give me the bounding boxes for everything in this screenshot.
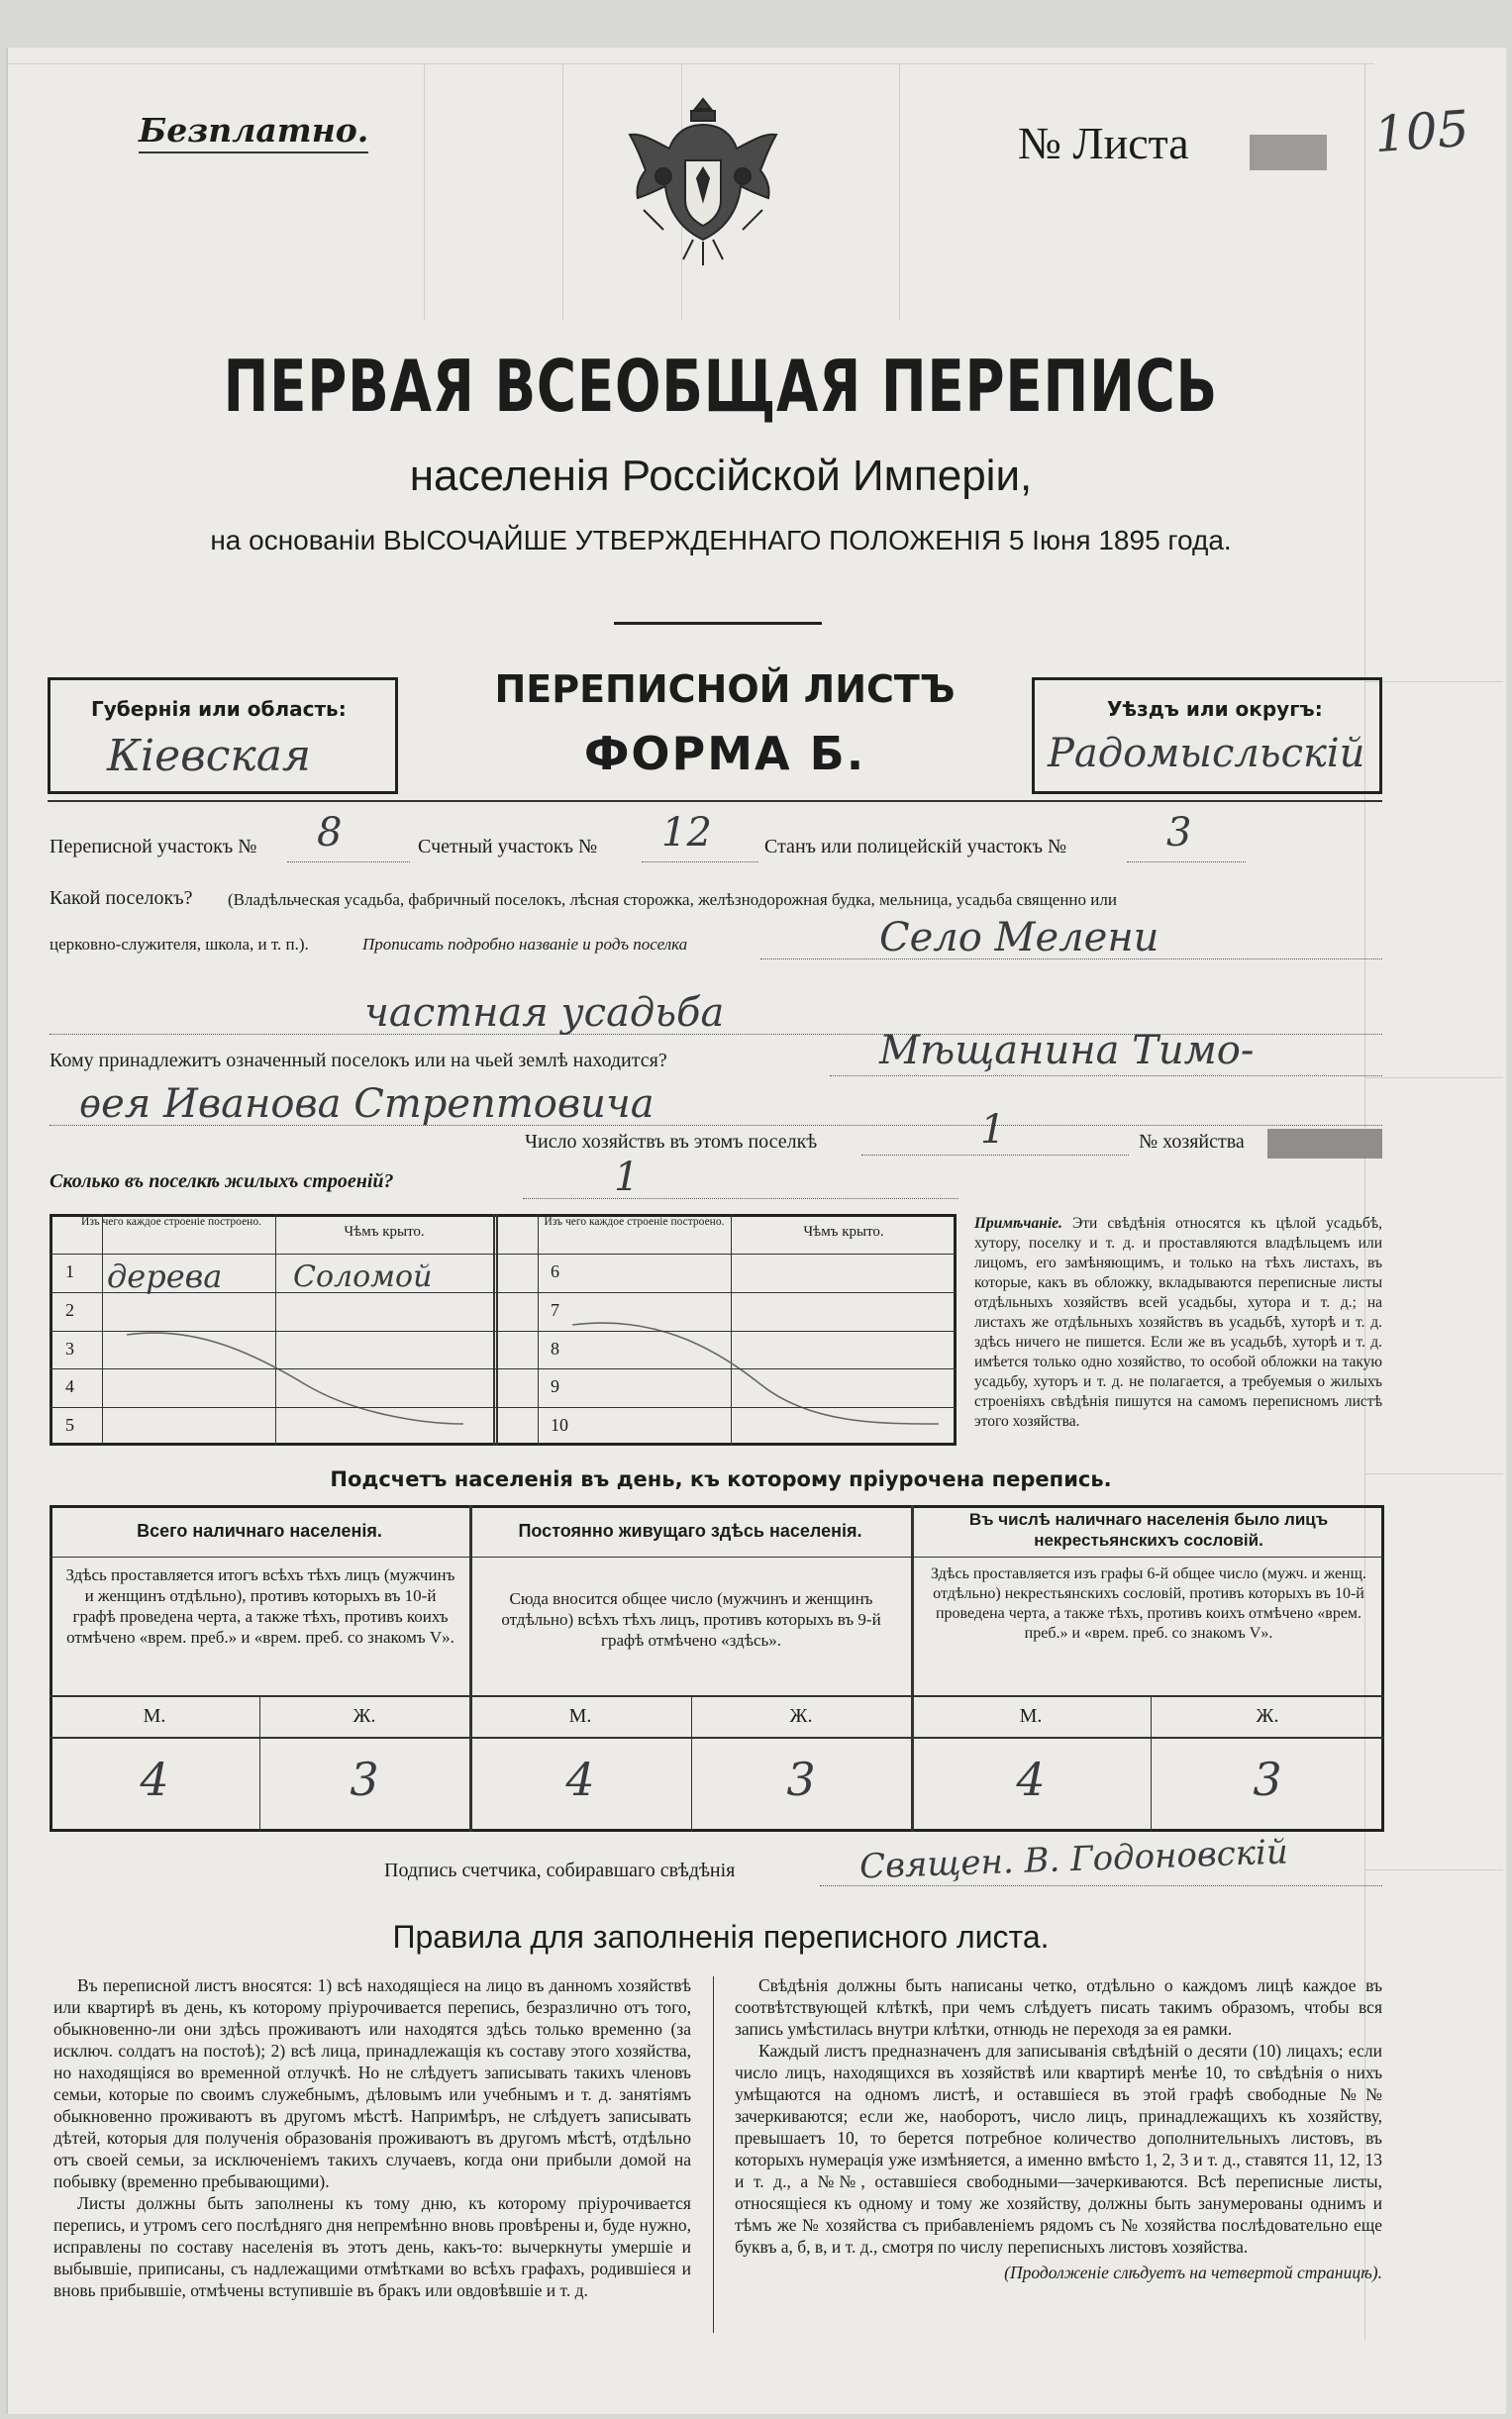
row1-material[interactable]: дерева (107, 1258, 223, 1295)
rules-right-p2: Каждый листъ предназначенъ для записыванія свѣдѣній о десяти (10) лицахъ; если число лицъ, находящихся въ хозяйствѣ или квартирѣ менѣе 10, то свѣдѣнія о нихъ умѣщаются на одномъ листѣ, и оставшіеся въ этой графѣ свободные №№ зачеркиваются; если же, наоборотъ, число лицъ, принадлежащихъ къ хозяйству, превышаетъ 10, то берется потребное количество дополнительныхъ листовъ, въ которыхъ нумерація уже измѣняется, а именно вмѣсто 1, 2, 3 и т. д., ставятся 11, 12, 13 и т. д., а №№, оставшіеся свободными—зачеркиваются. Всѣ переписные листы, относящіеся къ одному и тому же хозяйству, должны быть занумерованы однимъ и тѣмъ же № хозяйства съ прибавленіемъ рядомъ съ № хозяйства послѣдовательно еще буквъ а, б, в, и т. д., смотря по числу переписныхъ листовъ хозяйства. (735, 2041, 1382, 2257)
basis-line: на основаніи ВЫСОЧАЙШЕ УТВЕРЖДЕННАГО ПОЛОЖЕНІЯ 5 Іюня 1895 года. (210, 525, 1232, 555)
count-district-label: Счетный участокъ № (418, 836, 598, 857)
bleed-line (1364, 681, 1503, 682)
summary-col3-m-label: М. (1019, 1705, 1043, 1727)
rules-left-p2: Листы должны быть заполнены къ тому дню, къ которому пріурочивается перепись, и утромъ сего послѣдняго дня непремѣнно вновь провѣрены и, буде нужно, исправлены по составу населенія въ этотъ день, какъ-то: вычеркнуты умершіе и выбывшіе, приписаны, съ надлежащими отмѣтками во всѣхъ графахъ, родившіеся и вновь прибывшіе, отмѣчены вступившіе въ бракъ или овдовѣвшіе и т. д. (53, 2193, 691, 2300)
subtitle: населенія Россійской Имперіи, (409, 452, 1033, 500)
owner-value-2[interactable]: ѳея Иванова Стрептовича (79, 1081, 655, 1127)
owner-label: Кому принадлежитъ означенный поселокъ или на чьей землѣ находится? (50, 1050, 667, 1071)
table-row-number: 2 (65, 1299, 74, 1320)
rules-left-p1: Въ переписной листъ вносятся: 1) всѣ находящіеся на лицо въ данномъ хозяйствѣ или квартирѣ въ день, къ которому пріурочивается перепись, безразлично отъ того, обыкновенно-ли они здѣсь проживаютъ или находятся здѣсь только временно (за исключ. солдатъ на постоѣ); 2) всѣ лица, принадлежащія къ составу этого хозяйства, но находящіяся во временной отлучкѣ. Но не слѣдуетъ записывать такихъ членовъ семьи, которые по своимъ служебнымъ, дѣловымъ или учебнымъ и т. д. занятіямъ обыкновенно проживаютъ въ другомъ мѣстѣ. Напримѣръ, не слѣдуетъ записывать дѣтей, которыя для полученія образованія проживаютъ въ другомъ мѣстѣ, отдѣльно отъ своей семьи, за исключеніемъ такихъ случаевъ, когда они прибыли домой на побывку (временно пребывающими). (53, 1975, 691, 2191)
table-row-number: 7 (551, 1299, 559, 1320)
rules-heading: Правила для заполненія переписного листа. (392, 1919, 1050, 1955)
rules-continued: (Продолженіе слѣдуетъ на четвертой страницѣ). (1004, 2263, 1382, 2282)
settlement-hint-3: Прописать подробно названіе и родъ поселка (362, 935, 688, 954)
bleed-line (1364, 1869, 1503, 1870)
note-title: Примѣчаніе. (974, 1215, 1062, 1232)
sheet-title: ПЕРЕПИСНОЙ ЛИСТЪ (494, 667, 956, 711)
summary-heading: Подсчетъ населенія въ день, къ которому пріурочена перепись. (330, 1467, 1112, 1491)
table-row-line (50, 1368, 493, 1369)
summary-row-line (50, 1557, 1384, 1558)
summary-col3-f-label: Ж. (1256, 1705, 1279, 1727)
bleed-line (424, 63, 425, 321)
households-label: Число хозяйствъ въ этомъ поселкѣ (525, 1131, 818, 1153)
note-text: Эти свѣдѣнія относятся къ цѣлой усадьбѣ, хутору, поселку и т. д. и проставляются владѣльцемъ или лицомъ, его замѣняющимъ, и только на тѣхъ листахъ, въ которые, какъ въ обложку, вкладываются переписные листы отдѣльныхъ хозяйствъ всей усадьбы, хутора и т. д.; на листахъ же отдѣльныхъ хозяйствъ въ усадьбѣ, хуторѣ и т. д. здѣсь ничего не пишется. Если же въ усадьбѣ, хуторѣ и т. д. имѣется только одно хозяйство, то особой обложки на такую усадьбу, хуторъ и т. д. не полагается, а требуемыя о жилыхъ строеніяхъ свѣдѣнія пишутся на самомъ переписномъ листѣ этого хозяйства. (974, 1215, 1383, 1430)
settlement-label: Какой поселокъ? (50, 887, 193, 909)
stan-value[interactable]: 3 (1166, 810, 1192, 856)
summary-col1-text: Здѣсь проставляется итогъ всѣхъ тѣхъ лицъ (мужчинъ и женщинъ отдѣльно), противъ которыхъ въ 10-й графѣ проведена черта, а также тѣхъ, противъ коихъ отмѣчено «врем. преб.» и «врем. преб. со знакомъ V». (65, 1565, 455, 1647)
summary-col3-f-value[interactable]: 3 (1253, 1753, 1282, 1806)
table-row-number: 6 (551, 1261, 559, 1281)
signature-line (820, 1885, 1382, 1886)
summary-col1-f-value[interactable]: 3 (350, 1753, 379, 1806)
count-district-value[interactable]: 12 (661, 810, 712, 856)
households-value[interactable]: 1 (980, 1107, 1006, 1153)
table-row-number: 9 (551, 1376, 559, 1397)
census-district-value[interactable]: 8 (317, 810, 343, 856)
strike-curve-right (562, 1315, 949, 1434)
title-block (8, 345, 1434, 428)
guberniya-label: Губернія или область: (91, 697, 347, 721)
sheet-number-stamp-blot (1250, 135, 1327, 170)
bleed-line (899, 63, 900, 321)
table-row-line (495, 1368, 957, 1369)
census-district-label: Переписной участокъ № (50, 836, 257, 857)
table-row-number: 8 (551, 1338, 559, 1359)
col-material-header-left: Изъ чего каждое строеніе построено. (81, 1216, 261, 1228)
household-no-blot (1267, 1129, 1382, 1159)
sheet-number-label: № Листа (1018, 118, 1189, 168)
summary-col1-m-value[interactable]: 4 (140, 1753, 169, 1806)
household-no-label: № хозяйства (1139, 1131, 1245, 1153)
settlement-hint-1: (Владѣльческая усадьба, фабричный поселокъ, лѣсная сторожка, желѣзнодорожная будка, мельница, усадьба священно или (228, 890, 1117, 909)
summary-col1-title: Всего наличнаго населенія. (137, 1521, 382, 1541)
summary-col2-f-value[interactable]: 3 (786, 1753, 816, 1806)
summary-col2-f-label: Ж. (789, 1705, 813, 1727)
uezd-value[interactable]: Радомысльскій (1048, 731, 1365, 776)
census-sheet (6, 48, 1506, 2414)
signature-label: Подпись счетчика, собиравшаго свѣдѣнія (384, 1860, 736, 1881)
sheet-number-handwritten: 105 (1372, 99, 1471, 164)
bleed-line (562, 63, 563, 321)
stan-label: Станъ или полицейскій участокъ № (764, 836, 1067, 857)
rules-right-column (735, 1974, 1382, 2283)
stan-line (1127, 861, 1246, 862)
coat-of-arms-emblem (624, 91, 782, 277)
summary-row-line (50, 1737, 1384, 1739)
rules-divider (713, 1976, 714, 2333)
col-roof-header-left: Чѣмъ крыто. (344, 1224, 425, 1240)
summary-row-line (50, 1695, 1384, 1697)
table-row-number: 5 (65, 1415, 74, 1436)
table-row-line (50, 1292, 493, 1293)
summary-col1-m-label: М. (143, 1705, 166, 1727)
table-row-line (495, 1407, 957, 1408)
buildings-value[interactable]: 1 (614, 1155, 640, 1200)
table-row-line (50, 1331, 493, 1332)
signature-value[interactable]: Священ. В. Годоновскій (858, 1832, 1289, 1887)
table-row-line (495, 1292, 957, 1293)
header-row-line (50, 1254, 957, 1255)
guberniya-value[interactable]: Кіевская (107, 731, 312, 781)
table-row-number: 1 (65, 1261, 74, 1281)
rules-right-p1: Свѣдѣнія должны быть написаны четко, отдѣльно о каждомъ лицѣ каждое въ соотвѣтствующей клѣткѣ, при чемъ слѣдуетъ писать такимъ образомъ, чтобы вся запись умѣстилась внутри клѣтки, отнюдь не переходя за ея рамки. (735, 1975, 1382, 2039)
summary-col2-m-value[interactable]: 4 (565, 1753, 595, 1806)
owner-line-1 (830, 1075, 1382, 1076)
summary-col3-title: Въ числѣ наличнаго населенія было лицъ некрестьянскихъ сословій. (968, 1510, 1329, 1550)
owner-value-1[interactable]: Мѣщанина Тимо- (879, 1028, 1255, 1073)
table-row-number: 10 (551, 1415, 568, 1436)
settlement-value-2[interactable]: частная усадьба (364, 990, 725, 1036)
buildings-line (523, 1198, 958, 1199)
summary-col2-m-label: М. (568, 1705, 592, 1727)
table-row-number: 3 (65, 1338, 74, 1359)
note (974, 1214, 1382, 1432)
summary-col2-title: Постоянно живущаго здѣсь населенія. (518, 1521, 862, 1541)
summary-col3-m-value[interactable]: 4 (1016, 1753, 1046, 1806)
rules-left-column (53, 1974, 691, 2301)
table-row-line (495, 1331, 957, 1332)
bleed-line (8, 63, 1374, 64)
bleed-line (1364, 1077, 1503, 1078)
buildings-label: Сколько въ поселкѣ жилыхъ строеній? (50, 1170, 394, 1192)
households-line (861, 1155, 1129, 1156)
summary-col3-text: Здѣсь проставляется изъ графы 6-й общее число (мужч. и женщ. отдѣльно) некрестьянскихъ сословій, противъ которыхъ въ 10-й проведена черта, а также тѣхъ, противъ коихъ отмѣчено «врем. преб.» и «врем. преб. со знакомъ V». (931, 1565, 1366, 1642)
col-roof-header-right: Чѣмъ крыто. (803, 1224, 884, 1240)
strike-curve-left (107, 1315, 473, 1434)
summary-col1-f-label: Ж. (353, 1705, 376, 1727)
uezd-label: Уѣздъ или округъ: (1107, 697, 1323, 721)
free-label: Безплатно. (139, 111, 368, 153)
census-district-line (287, 861, 410, 862)
title-rule (614, 622, 822, 625)
form-title: ФОРМА Б. (583, 727, 866, 780)
table-row-line (50, 1407, 493, 1408)
table-row-number: 4 (65, 1376, 74, 1397)
settlement-value-1[interactable]: Село Мелени (879, 915, 1159, 960)
col-material-header-right: Изъ чего каждое строеніе построено. (544, 1216, 725, 1228)
header-rule (48, 800, 1382, 802)
count-district-line (642, 861, 758, 862)
settlement-hint-2: церковно-служителя, школа, и т. п.). (50, 935, 309, 954)
summary-col2-text: Сюда вносится общее число (мужчинъ и женщинъ отдѣльно) всѣхъ тѣхъ лицъ, противъ которыхъ въ 9-й графѣ отмѣчено «здѣсь». (501, 1589, 881, 1650)
row1-roof[interactable]: Соломой (293, 1260, 433, 1294)
main-title: ПЕРВАЯ ВСЕОБЩАЯ ПЕРЕПИСЬ (223, 345, 1219, 428)
